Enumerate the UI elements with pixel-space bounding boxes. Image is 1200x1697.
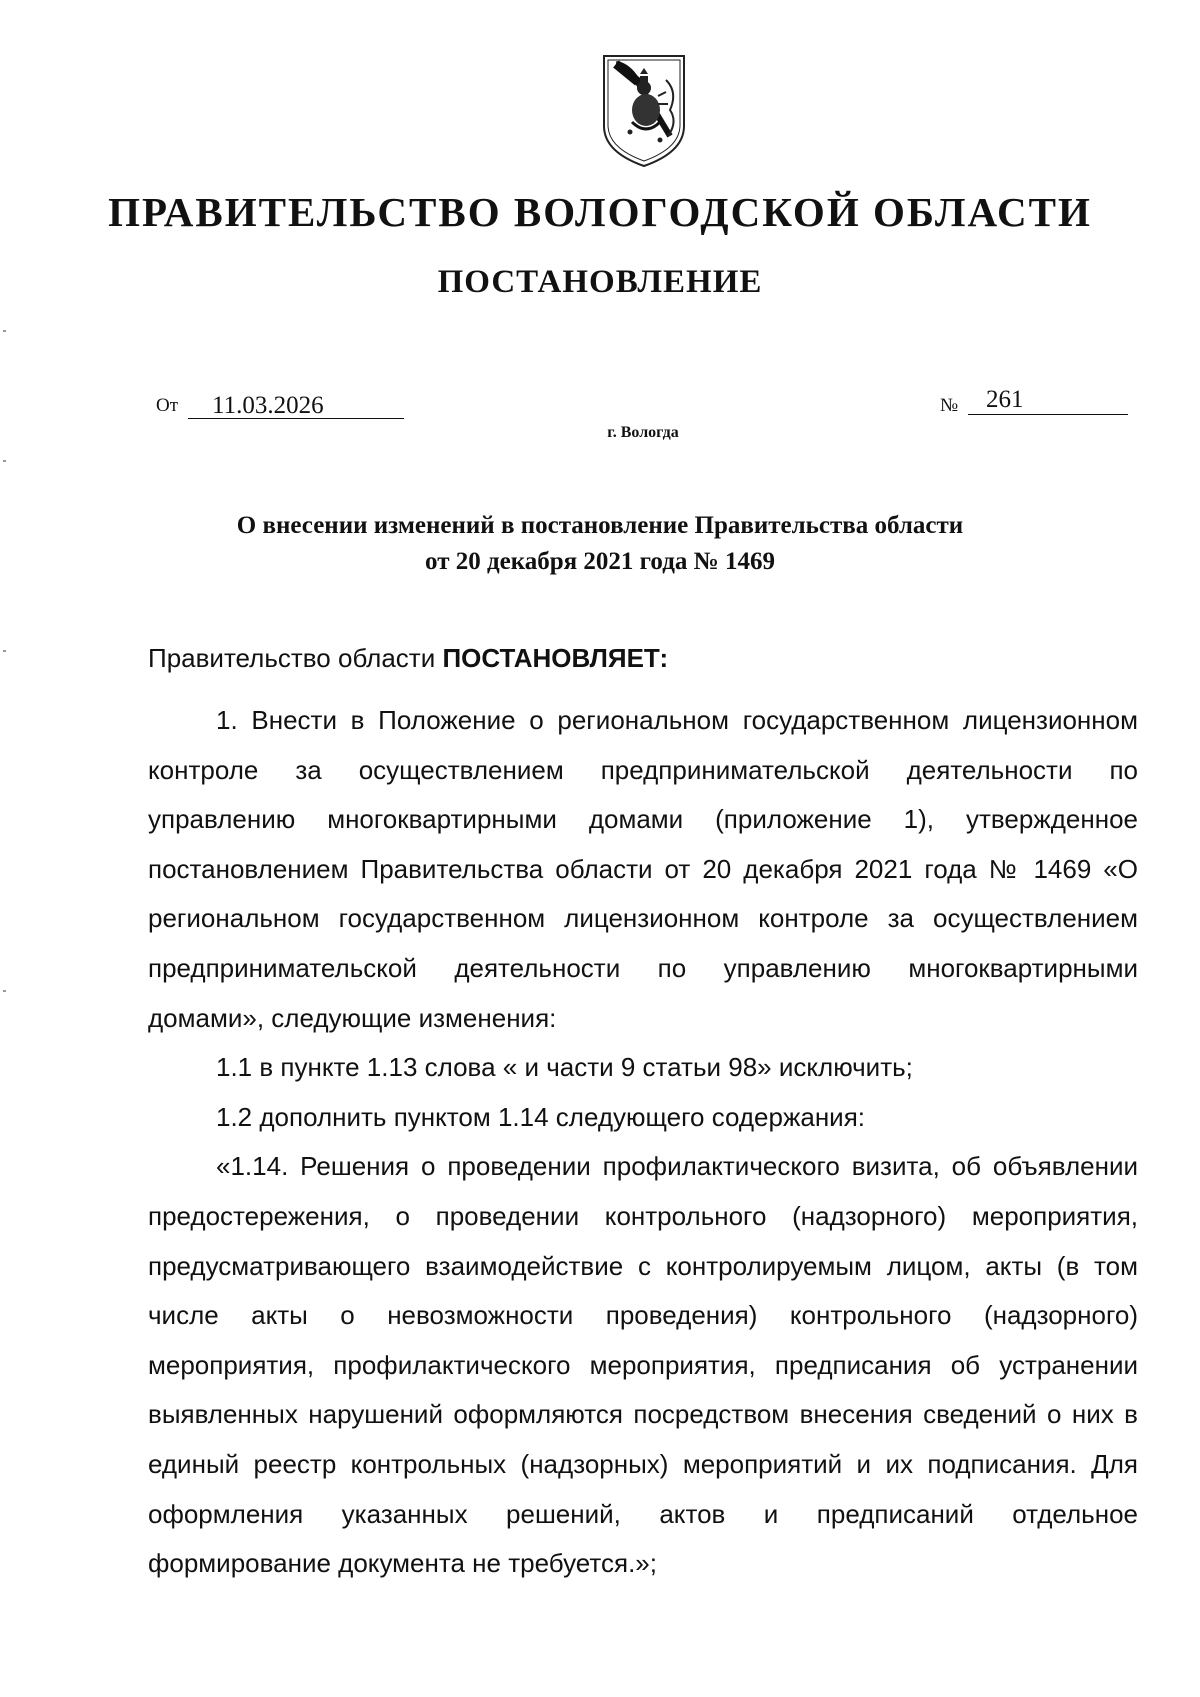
paragraph-1-1: 1.1 в пункте 1.13 слова « и части 9 статьи 98» исключить;: [216, 1052, 913, 1083]
paragraph-1-2: 1.2 дополнить пунктом 1.14 следующего содержания:: [216, 1101, 865, 1132]
city-label: г. Вологда: [607, 424, 679, 441]
vologda-coat-of-arms-icon: [600, 52, 688, 170]
scan-margin-mark: [3, 330, 6, 332]
document-date: 11.03.2026: [212, 392, 324, 419]
document-type: ПОСТАНОВЛЕНИЕ: [437, 264, 763, 300]
document-number: 261: [986, 386, 1024, 413]
scan-margin-mark: [3, 460, 6, 462]
scan-margin-mark: [3, 990, 6, 992]
preamble: [148, 634, 1138, 684]
subject-line-2: от 20 декабря 2021 года № 1469: [425, 548, 775, 575]
government-title: ПРАВИТЕЛЬСТВО ВОЛОГОДСКОЙ ОБЛАСТИ: [108, 189, 1092, 235]
date-prefix: От: [156, 395, 179, 416]
paragraph-1-14: «1.14. Решения о проведении профилактического визита, об объявлении предостережения, о проведении контрольного (надзорного) мероприятия, предусматривающего взаимодействие с контролируемым лицом, акты (в том числе акты о невозможности проведения) контрольного (надзорного) мероприятия, профилактического мероприятия, предписания об устранении выявленных нарушений оформляются посредством внесения сведений о них в единый реестр контрольных (надзорных) мероприятий и их подписания. Для оформления указанных решений, актов и предписаний отдельное формирование документа не требуется.»;: [148, 1151, 1138, 1579]
preamble-decree: ПОСТАНОВЛЯЕТ:: [442, 643, 669, 673]
document-body: [148, 696, 1138, 1589]
paragraph-1: 1. Внести в Положение о региональном государственном лицензионном контроле за осуществлением предпринимательской деятельности по управлению многоквартирными домами (приложение 1), утвержденное постановлением Правительства области от 20 декабря 2021 года № 1469 «О региональном государственном лицензионном контроле за осуществлением предпринимательской деятельности по управлению многоквартирными домами», следующие изменения:: [148, 705, 1138, 1033]
number-prefix: №: [940, 395, 959, 416]
document-subject: [0, 508, 1200, 580]
subject-line-1: О внесении изменений в постановление Правительства области: [236, 512, 964, 539]
preamble-text: Правительство области: [148, 643, 443, 673]
number-underline: [968, 414, 1128, 415]
scan-margin-mark: [3, 650, 6, 652]
